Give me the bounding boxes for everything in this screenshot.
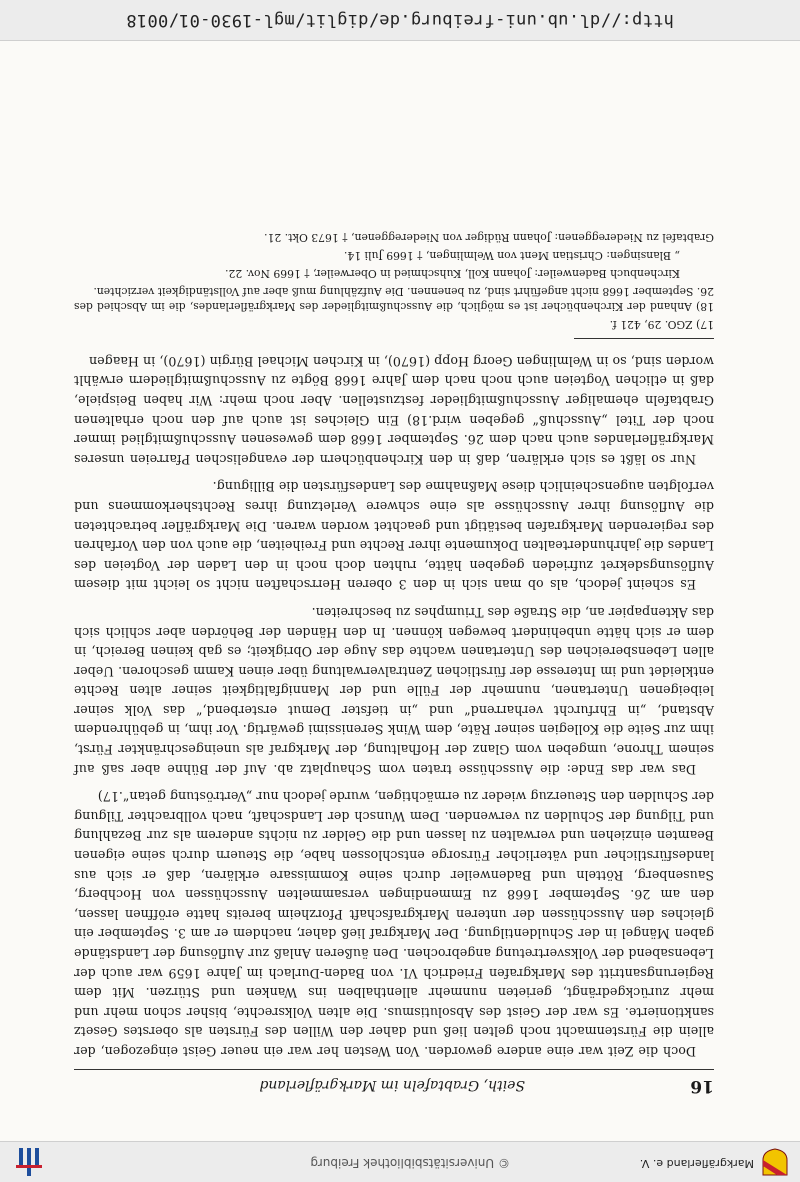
footnote: 17) ZGO. 29, 421 f. <box>609 318 714 332</box>
paragraph: Das war das Ende: die Ausschüsse traten vom Schauplatz ab. Auf der Bühne aber saß auf seinem Throne, umgeben vom Glanz der Hofhaltung, der Markgraf als uneingeschränkter Fürst, ihm zur Seite die Kollegien seiner Räte, dem Wink Serenissimi gewärtig. Vor ihm, in gebührendem Abstand, „in Ehrfurcht verharrend“ und „in tiefster Demut ersterbend,“ das Volk seiner leibeigenen Untertanen, nunmehr der Fülle und der Mannigfaltigkeit seiner alten Rechte entkleidet und im Interesse der fürstlichen Zentralverwaltung über einen Kamm geschoren. Ueber allen Lebensbereichen des Untertanen wachte das Auge der Obrigkeit; es gab keinen Bereich, in dem er sich hätte unbehindert bewegen können. In den Händen der Behörden aber schlich sich das Aktenpapier an, die Straße des Triumphes zu beschreiten. <box>74 604 714 777</box>
viewer-url-bar <box>0 0 800 41</box>
paragraph: Es scheint jedoch, als ob man sich in den 3 oberen Herrschaften nicht so leicht mit diesem Auflösungsdekret zufrieden gegeben hätte, ruhten doch noch in den Laden der Vogteien des Landes die jahrhundertealten Dokumente ihrer Rechte und Freiheiten, die auch von den Vorfahren des regierenden Markgrafen bestätigt und geachtet worden waren. Die Markgräfler betrachteten die Auflösung ihrer Ausschüsse als eine schwere Verletzung ihres Rechtsherkommens und verfolgten augenscheinlich diese Maßnahme des Landesfürsten die Billigung. <box>74 479 714 593</box>
association-label: Markgräflerland e. V. <box>639 1157 754 1170</box>
crest-logo-icon <box>762 1148 788 1176</box>
document-url[interactable]: http://dl.ub.uni-freiburg.de/diglit/mgl-1930-01/0018 <box>126 10 674 30</box>
footnote: Kirchenbuch Badenweiler: Johann Koll, Kuhschmied in Oberweiler, † 1669 Nov. 22. <box>225 267 680 281</box>
footnote: 18) Anhand der Kirchenbücher ist es möglich, die Ausschußmitglieder des Markgräflerlandes, die im Abschied des 26. September 1668 nicht angeführt sind, zu benennen. Die Aufzählung muß aber auf Vollständigkeit verzichten. <box>74 285 714 314</box>
page-header <box>74 1069 714 1096</box>
paragraph: Nur so läßt es sich erklären, daß in den Kirchenbüchern der evangelischen Pfarreien unseres Markgräflerlandes auch nach dem 26. September 1668 dem gewesenen Ausschußmitglied immer noch der Titel „Ausschuß“ gegeben wird.18) Ein Gleiches ist auch auf den noch erhaltenen Grabtafeln ehemaliger Ausschußmitglieder festzustellen. Aber noch mehr: Wir haben Beispiele, daß in etlichen Vogteien auch noch nach dem Jahre 1668 Bögte zu Ausschußmitgliedern erwählt worden sind, so in Welmlingen Georg Hopp (1670), in Kirchen Michael Bürgin (1670), in Haagen <box>74 353 714 467</box>
footnote-divider <box>574 338 714 339</box>
viewer-top-bar <box>0 1141 800 1182</box>
paragraph: Doch die Zeit war eine andere geworden. Von Westen her war ein neuer Geist eingezogen, der allein die Fürstenmacht noch gelten ließ und daher den Willen des Fürsten als oberstes Gesetz sanktionierte. Es war der Geist des Absolutismus. Die alten Volksrechte, bisher schon mehr und mehr zurückgedrängt, gerieten nunmehr allenthalben ins Wanken und Stürzen. Mit dem Regierungsantritt des Markgrafen Friedrich VI. von Baden-Durlach im Jahre 1659 war auch der Lebensabend der Volksvertretung angebrochen. Den äußeren Anlaß zur Auflösung der Landstände gaben Mängel in der Schuldentilgung. Der Markgraf ließ daher, nachdem er am 3. September ein gleiches den Ausschüssen der unteren Markgrafschaft Pforzheim bereits hatte eröffnen lassen, den am 26. September 1668 zu Emmendingen versammelten Ausschüssen von Hochberg, Sausenberg, Rötteln und Badenweiler durch seine Kommissare erklären, daß er sich aus landesfürstlicher und väterlicher Fürsorge entschlossen habe, die Steuern durch seine eigenen Beamten einziehen und verwalten zu lassen und die Gelder zu nichts anderem als zur Bezahlung und Tilgung der Schulden zu verwenden. Dem Wunsch der Landschaft, nach vollbrachter Tilgung der Schulden den Steuerzug wieder zu ermächtigen, wurde jedoch nur „Vertröstung getan“.17) <box>74 789 714 1059</box>
library-mark-icon <box>16 1148 42 1176</box>
footnote: „ Blansingen: Christian Ment von Welmlingen, † 1669 Juli 14. <box>343 249 680 263</box>
copyright-top: © Universitätsbibliothek Freiburg <box>310 1156 510 1170</box>
footnote: Grabtafel zu Niedereggenen: Johann Rüdiger von Niedereggenen, † 1673 Okt. 21. <box>264 231 714 245</box>
document-page <box>74 42 714 1122</box>
page-number: 16 <box>690 1076 714 1096</box>
running-head: Seith, Grabtafeln im Markgräflerland <box>259 1077 525 1093</box>
